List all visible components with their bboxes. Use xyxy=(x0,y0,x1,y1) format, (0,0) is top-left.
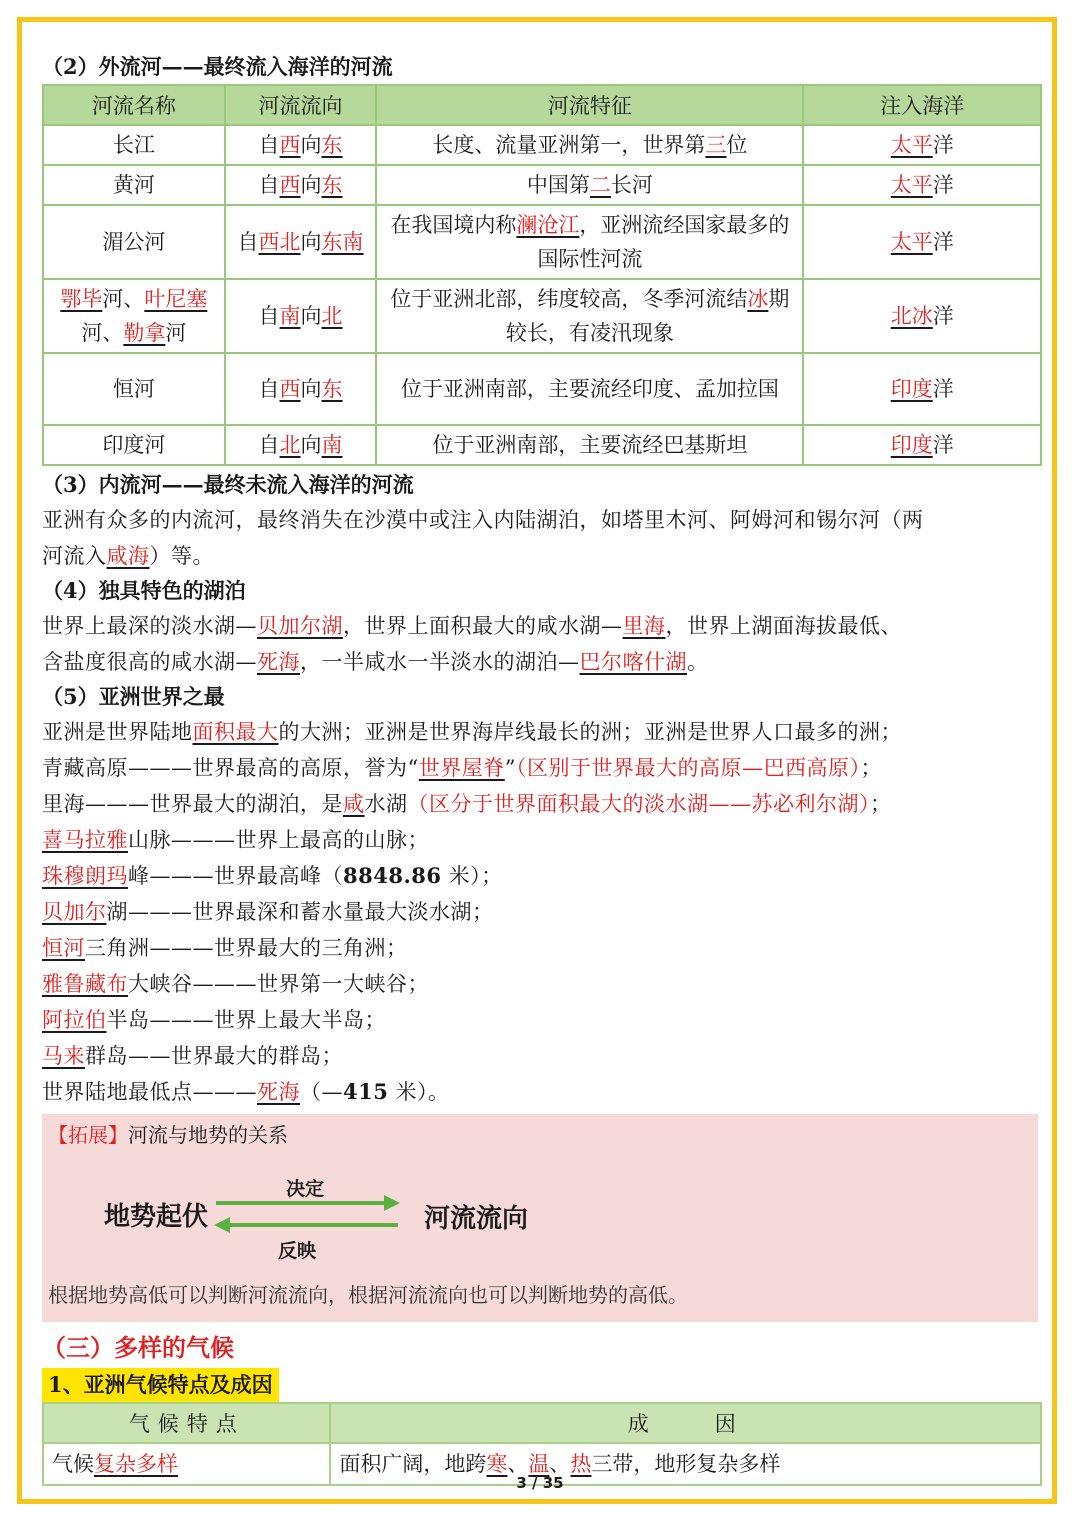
terrain-label: 地势起伏 xyxy=(104,1201,209,1231)
table-row xyxy=(43,279,1041,353)
river-ocean: 北冰洋 xyxy=(803,279,1041,353)
header-cell: 河流特征 xyxy=(376,85,803,125)
river-table xyxy=(42,84,1042,466)
record-line: 雅鲁藏布大峡谷———世界第一大峡谷； xyxy=(42,972,429,996)
reflect-label: 反映 xyxy=(278,1241,317,1262)
climate-cause: 面积广阔，地跨寒、温、热三带，地形复杂多样 xyxy=(330,1443,1041,1485)
river-name: 黄河 xyxy=(43,165,225,205)
paragraph-line: 亚洲有众多的内流河，最终消失在沙漠中或注入内陆湖泊，如塔里木河、阿姆河和锡尔河（两 xyxy=(42,508,924,532)
river-ocean: 太平洋 xyxy=(803,205,1041,279)
header-cell: 成 因 xyxy=(330,1403,1041,1443)
river-ocean: 太平洋 xyxy=(803,125,1041,165)
table-row xyxy=(43,425,1041,465)
chapter-heading: （三）多样的气候 xyxy=(42,1333,234,1362)
paragraph-line: 河流入咸海）等。 xyxy=(42,544,214,568)
section-title-records: （5）亚洲世界之最 xyxy=(42,684,225,709)
river-name: 印度河 xyxy=(43,425,225,465)
river-direction: 自西北向东南 xyxy=(225,205,377,279)
table-row xyxy=(43,165,1041,205)
river-ocean: 印度洋 xyxy=(803,425,1041,465)
river-direction: 自西向东 xyxy=(225,165,377,205)
record-line: 马来群岛——世界最大的群岛； xyxy=(42,1044,343,1068)
paragraph-line: 世界上最深的淡水湖—贝加尔湖，世界上面积最大的咸水湖—里海，世界上湖面海拔最低、 xyxy=(42,614,902,638)
record-line: 阿拉伯半岛———世界上最大半岛； xyxy=(42,1008,386,1032)
section-title-exorheic: （2）外流河——最终流入海洋的河流 xyxy=(42,54,393,79)
river-name: 鄂毕河、叶尼塞 河、勒拿河 xyxy=(43,279,225,353)
extension-note: 根据地势高低可以判断河流流向，根据河流流向也可以判断地势的高低。 xyxy=(48,1283,688,1307)
river-feature: 在我国境内称澜沧江，亚洲流经国家最多的国际性河流 xyxy=(376,205,803,279)
table-header-row xyxy=(43,1403,1041,1443)
river-feature: 位于亚洲北部，纬度较高，冬季河流结冰期较长，有凌汛现象 xyxy=(376,279,803,353)
river-name: 恒河 xyxy=(43,353,225,425)
river-direction: 自西向东 xyxy=(225,125,377,165)
record-line: 珠穆朗玛峰———世界最高峰（8848.86 米）； xyxy=(42,863,503,888)
river-direction-label: 河流流向 xyxy=(424,1203,529,1233)
header-cell: 气候特点 xyxy=(43,1403,330,1443)
paragraph-line: 亚洲是世界陆地面积最大的大洲；亚洲是世界海岸线最长的洲；亚洲是世界人口最多的洲； xyxy=(42,720,902,744)
record-line: 喜马拉雅山脉———世界上最高的山脉； xyxy=(42,828,429,852)
determine-label: 决定 xyxy=(286,1179,325,1200)
table-row xyxy=(43,353,1041,425)
climate-feature: 气候复杂多样 xyxy=(43,1443,330,1485)
record-line: 贝加尔湖———世界最深和蓄水量最大淡水湖； xyxy=(42,900,494,924)
relation-diagram xyxy=(48,1150,1032,1280)
river-direction: 自南向北 xyxy=(225,279,377,353)
header-cell: 注入海洋 xyxy=(803,85,1041,125)
table-row xyxy=(43,125,1041,165)
paragraph-line: 青藏高原———世界最高的高原，誉为“世界屋脊”（区别于世界最大的高原—巴西高原）； xyxy=(42,756,882,780)
river-feature: 位于亚洲南部，主要流经巴基斯坦 xyxy=(376,425,803,465)
extension-title: 【拓展】河流与地势的关系 xyxy=(48,1123,288,1147)
climate-subtitle: 1、亚洲气候特点及成因 xyxy=(42,1368,279,1402)
river-feature: 中国第二长河 xyxy=(376,165,803,205)
record-line: 恒河三角洲———世界最大的三角洲； xyxy=(42,936,408,960)
river-ocean: 太平洋 xyxy=(803,165,1041,205)
paragraph-line: 含盐度很高的咸水湖—死海，一半咸水一半淡水的湖泊—巴尔喀什湖。 xyxy=(42,650,709,674)
arrow-right-icon xyxy=(212,1194,402,1212)
river-name: 湄公河 xyxy=(43,205,225,279)
arrow-left-icon xyxy=(212,1216,402,1234)
table-row xyxy=(43,205,1041,279)
river-feature: 位于亚洲南部，主要流经印度、孟加拉国 xyxy=(376,353,803,425)
page-content xyxy=(42,50,1042,1486)
river-direction: 自西向东 xyxy=(225,353,377,425)
river-ocean: 印度洋 xyxy=(803,353,1041,425)
record-line: 世界陆地最低点———死海（—415 米）。 xyxy=(42,1079,450,1104)
section-title-lakes: （4）独具特色的湖泊 xyxy=(42,578,246,603)
page-number: 3 / 35 xyxy=(516,1474,564,1492)
header-cell: 河流流向 xyxy=(225,85,377,125)
river-direction: 自北向南 xyxy=(225,425,377,465)
paragraph-line: 里海———世界最大的湖泊，是咸水湖（区分于世界面积最大的淡水湖——苏必利尔湖）； xyxy=(42,792,892,816)
river-name: 长江 xyxy=(43,125,225,165)
table-header-row xyxy=(43,85,1041,125)
river-feature: 长度、流量亚洲第一，世界第三位 xyxy=(376,125,803,165)
climate-subtitle-wrap xyxy=(42,1368,1042,1402)
header-cell: 河流名称 xyxy=(43,85,225,125)
extension-box xyxy=(42,1114,1038,1322)
section-title-endorheic: （3）内流河——最终未流入海洋的河流 xyxy=(42,472,414,497)
